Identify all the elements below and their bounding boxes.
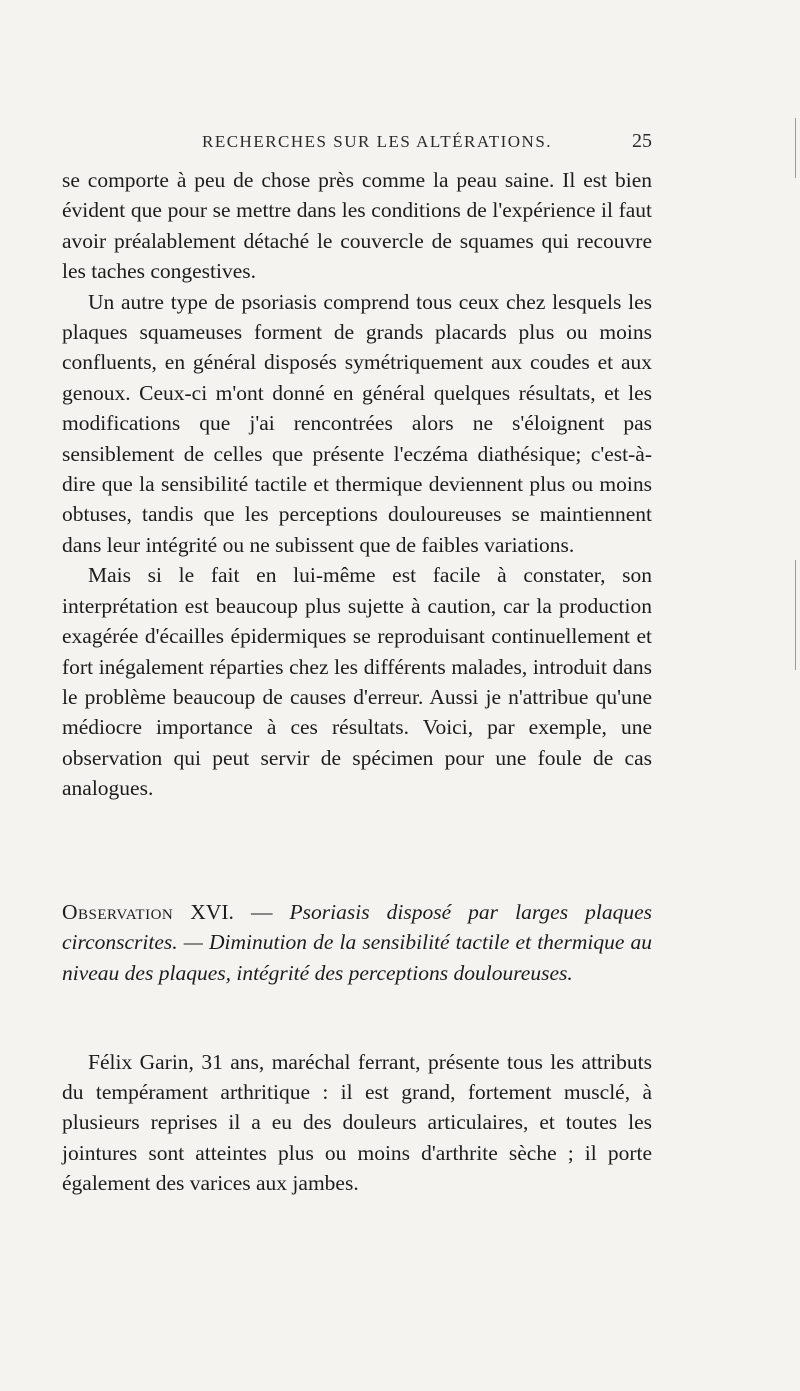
page-edge-mark xyxy=(795,118,796,178)
observation-heading xyxy=(62,897,652,988)
observation-title: Psoriasis disposé par larges plaques circonscrites. — Diminution de la sensibilité tactile et thermique au niveau des plaques, intégrité des perceptions douloureuses. xyxy=(62,900,653,985)
page-number: 25 xyxy=(632,130,652,152)
observation-label: Observation xyxy=(62,900,174,924)
observation-number: XVI. xyxy=(190,900,234,924)
observation-dash: — xyxy=(250,900,273,924)
running-head: RECHERCHES SUR LES ALTÉRATIONS. xyxy=(202,132,553,151)
paragraph-1: se comporte à peu de chose près comme la peau saine. Il est bien évident que pour se mettre dans les conditions de l'expérience il faut avoir préalablement détaché le couvercle de squames qui recouvre les taches congestives. xyxy=(62,168,652,284)
body-text xyxy=(62,165,652,804)
paragraph-3: Mais si le fait en lui-même est facile à constater, son interprétation est beaucoup plus sujette à caution, car la production exagérée d'écailles épidermiques se reproduisant continuellement et fort inégalement réparties chez les différents malades, introduit dans le problème beaucoup de causes d'erreur. Aussi je n'attribue qu'une médiocre importance à ces résultats. Voici, par exemple, une observation qui peut servir de spécimen pour une foule de cas analogues. xyxy=(62,563,652,801)
page-edge-mark xyxy=(795,560,796,670)
paragraph-2: Un autre type de psoriasis comprend tous ceux chez lesquels les plaques squameuses forment de grands placards plus ou moins confluents, en général disposés symétriquement aux coudes et aux genoux. Ceux-ci m'ont donné en général quelques résultats, et les modifications que j'ai rencontrées alors ne s'éloignent pas sensiblement de celles que présente l'eczéma diathésique; c'est-à-dire que la sensibilité tactile et thermique deviennent plus ou moins obtuses, tandis que les perceptions douloureuses se maintiennent dans leur intégrité ou ne subissent que de faibles variations. xyxy=(62,289,652,557)
case-paragraph xyxy=(62,1047,652,1198)
case-text: Félix Garin, 31 ans, maréchal ferrant, présente tous les attributs du tempérament arthritique : il est grand, fortement musclé, à plusieurs reprises il a eu des douleurs articulaires, et toutes les jointures sont atteintes plus ou moins d'arthrite sèche ; il porte également des varices aux jambes. xyxy=(62,1050,652,1195)
page-header xyxy=(62,132,652,158)
